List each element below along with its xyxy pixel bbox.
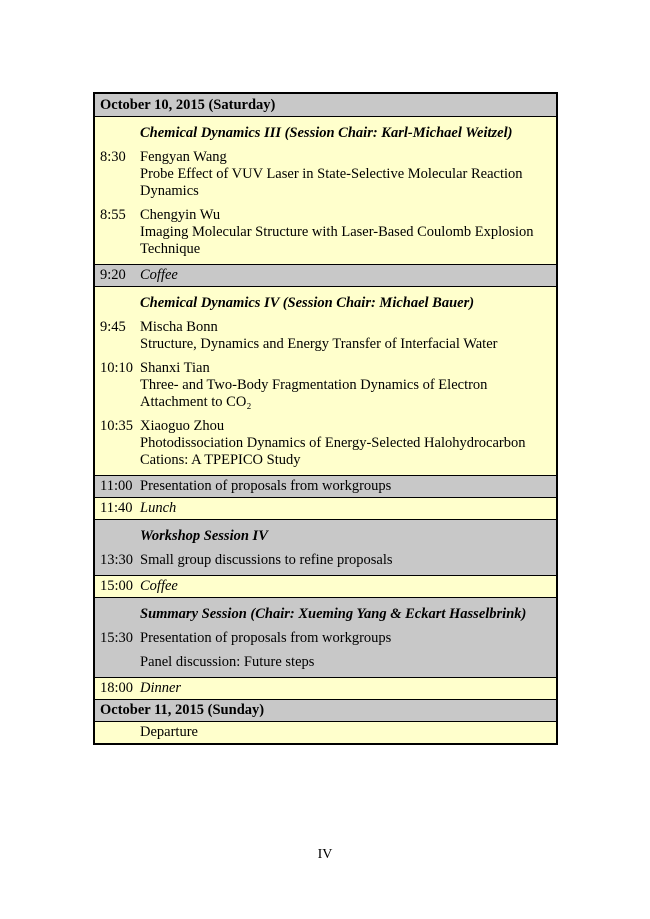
- entry-line: Three- and Two-Body Fragmentation Dynamics of Electron Attachment to CO₂: [140, 377, 488, 410]
- entry-row: [95, 360, 556, 411]
- row-label: Lunch: [140, 500, 177, 516]
- entry-time: 10:10: [100, 360, 134, 376]
- entry-line: Photodissociation Dynamics of Energy-Selected Halohydrocarbon Cations: A TPEPICO Study: [140, 435, 526, 468]
- date-header-label: October 11, 2015 (Sunday): [100, 702, 265, 718]
- entry-row: [95, 207, 556, 258]
- entry-desc: [140, 149, 556, 200]
- entry-line: Chengyin Wu: [140, 207, 221, 223]
- schedule-table: [93, 92, 558, 745]
- date-header-row: [95, 699, 556, 721]
- entry-desc: [140, 207, 556, 258]
- date-header-label: October 10, 2015 (Saturday): [100, 96, 276, 113]
- entry-desc: [140, 552, 556, 569]
- entry-row: [95, 630, 556, 647]
- row-time: 15:00: [100, 578, 134, 594]
- entry-desc: [140, 418, 556, 469]
- entry-time: 13:30: [100, 552, 134, 568]
- entry-desc: [140, 630, 556, 647]
- entry-line: Small group discussions to refine proposals: [140, 552, 393, 568]
- entry-row: [95, 552, 556, 569]
- session-title: Workshop Session IV: [140, 528, 268, 544]
- row-time: 11:00: [100, 478, 133, 494]
- row-label: Coffee: [140, 578, 178, 594]
- entry-time: [95, 654, 140, 671]
- row-label: Presentation of proposals from workgroups: [140, 478, 392, 494]
- session-block: [95, 116, 556, 264]
- session-block: [95, 597, 556, 677]
- schedule-row: [95, 575, 556, 597]
- entry-time: 9:45: [100, 319, 126, 335]
- entry-row: [95, 654, 556, 671]
- entry-line: Shanxi Tian: [140, 360, 210, 376]
- entry-line: Imaging Molecular Structure with Laser-Based Coulomb Explosion Technique: [140, 224, 534, 257]
- entry-time: 15:30: [100, 630, 134, 646]
- date-header-row: [95, 94, 556, 116]
- row-label: Dinner: [140, 680, 182, 696]
- row-time: 9:20: [100, 267, 126, 283]
- entry-line: Fengyan Wang: [140, 149, 227, 165]
- session-block: [95, 286, 556, 475]
- entry-time: 8:30: [100, 149, 126, 165]
- session-title: Chemical Dynamics IV (Session Chair: Michael Bauer): [140, 295, 475, 311]
- entry-time: 8:55: [100, 207, 126, 223]
- session-title: Summary Session (Chair: Xueming Yang & Eckart Hasselbrink): [140, 606, 527, 622]
- schedule-row: [95, 475, 556, 497]
- entry-desc: [140, 319, 556, 353]
- entry-line: Probe Effect of VUV Laser in State-Selective Molecular Reaction Dynamics: [140, 166, 523, 199]
- row-label: Coffee: [140, 267, 178, 283]
- schedule-row: [95, 677, 556, 699]
- session-title: Chemical Dynamics III (Session Chair: Karl-Michael Weitzel): [140, 125, 513, 141]
- schedule-row: [95, 264, 556, 286]
- entry-row: [95, 149, 556, 200]
- entry-line: Xiaoguo Zhou: [140, 418, 225, 434]
- row-time: 11:40: [100, 500, 133, 516]
- entry-row: [95, 319, 556, 353]
- entry-desc: [140, 654, 556, 671]
- entry-row: [95, 418, 556, 469]
- entry-line: Mischa Bonn: [140, 319, 218, 335]
- entry-desc: [140, 360, 556, 411]
- row-time: 18:00: [100, 680, 134, 696]
- entry-line: Panel discussion: Future steps: [140, 654, 315, 670]
- page-number: IV: [317, 847, 333, 862]
- row-label: Departure: [140, 724, 198, 740]
- schedule-row: [95, 721, 556, 743]
- entry-line: Presentation of proposals from workgroups: [140, 630, 392, 646]
- schedule-row: [95, 497, 556, 519]
- entry-line: Structure, Dynamics and Energy Transfer of Interfacial Water: [140, 336, 498, 352]
- session-block: [95, 519, 556, 575]
- entry-time: 10:35: [100, 418, 134, 434]
